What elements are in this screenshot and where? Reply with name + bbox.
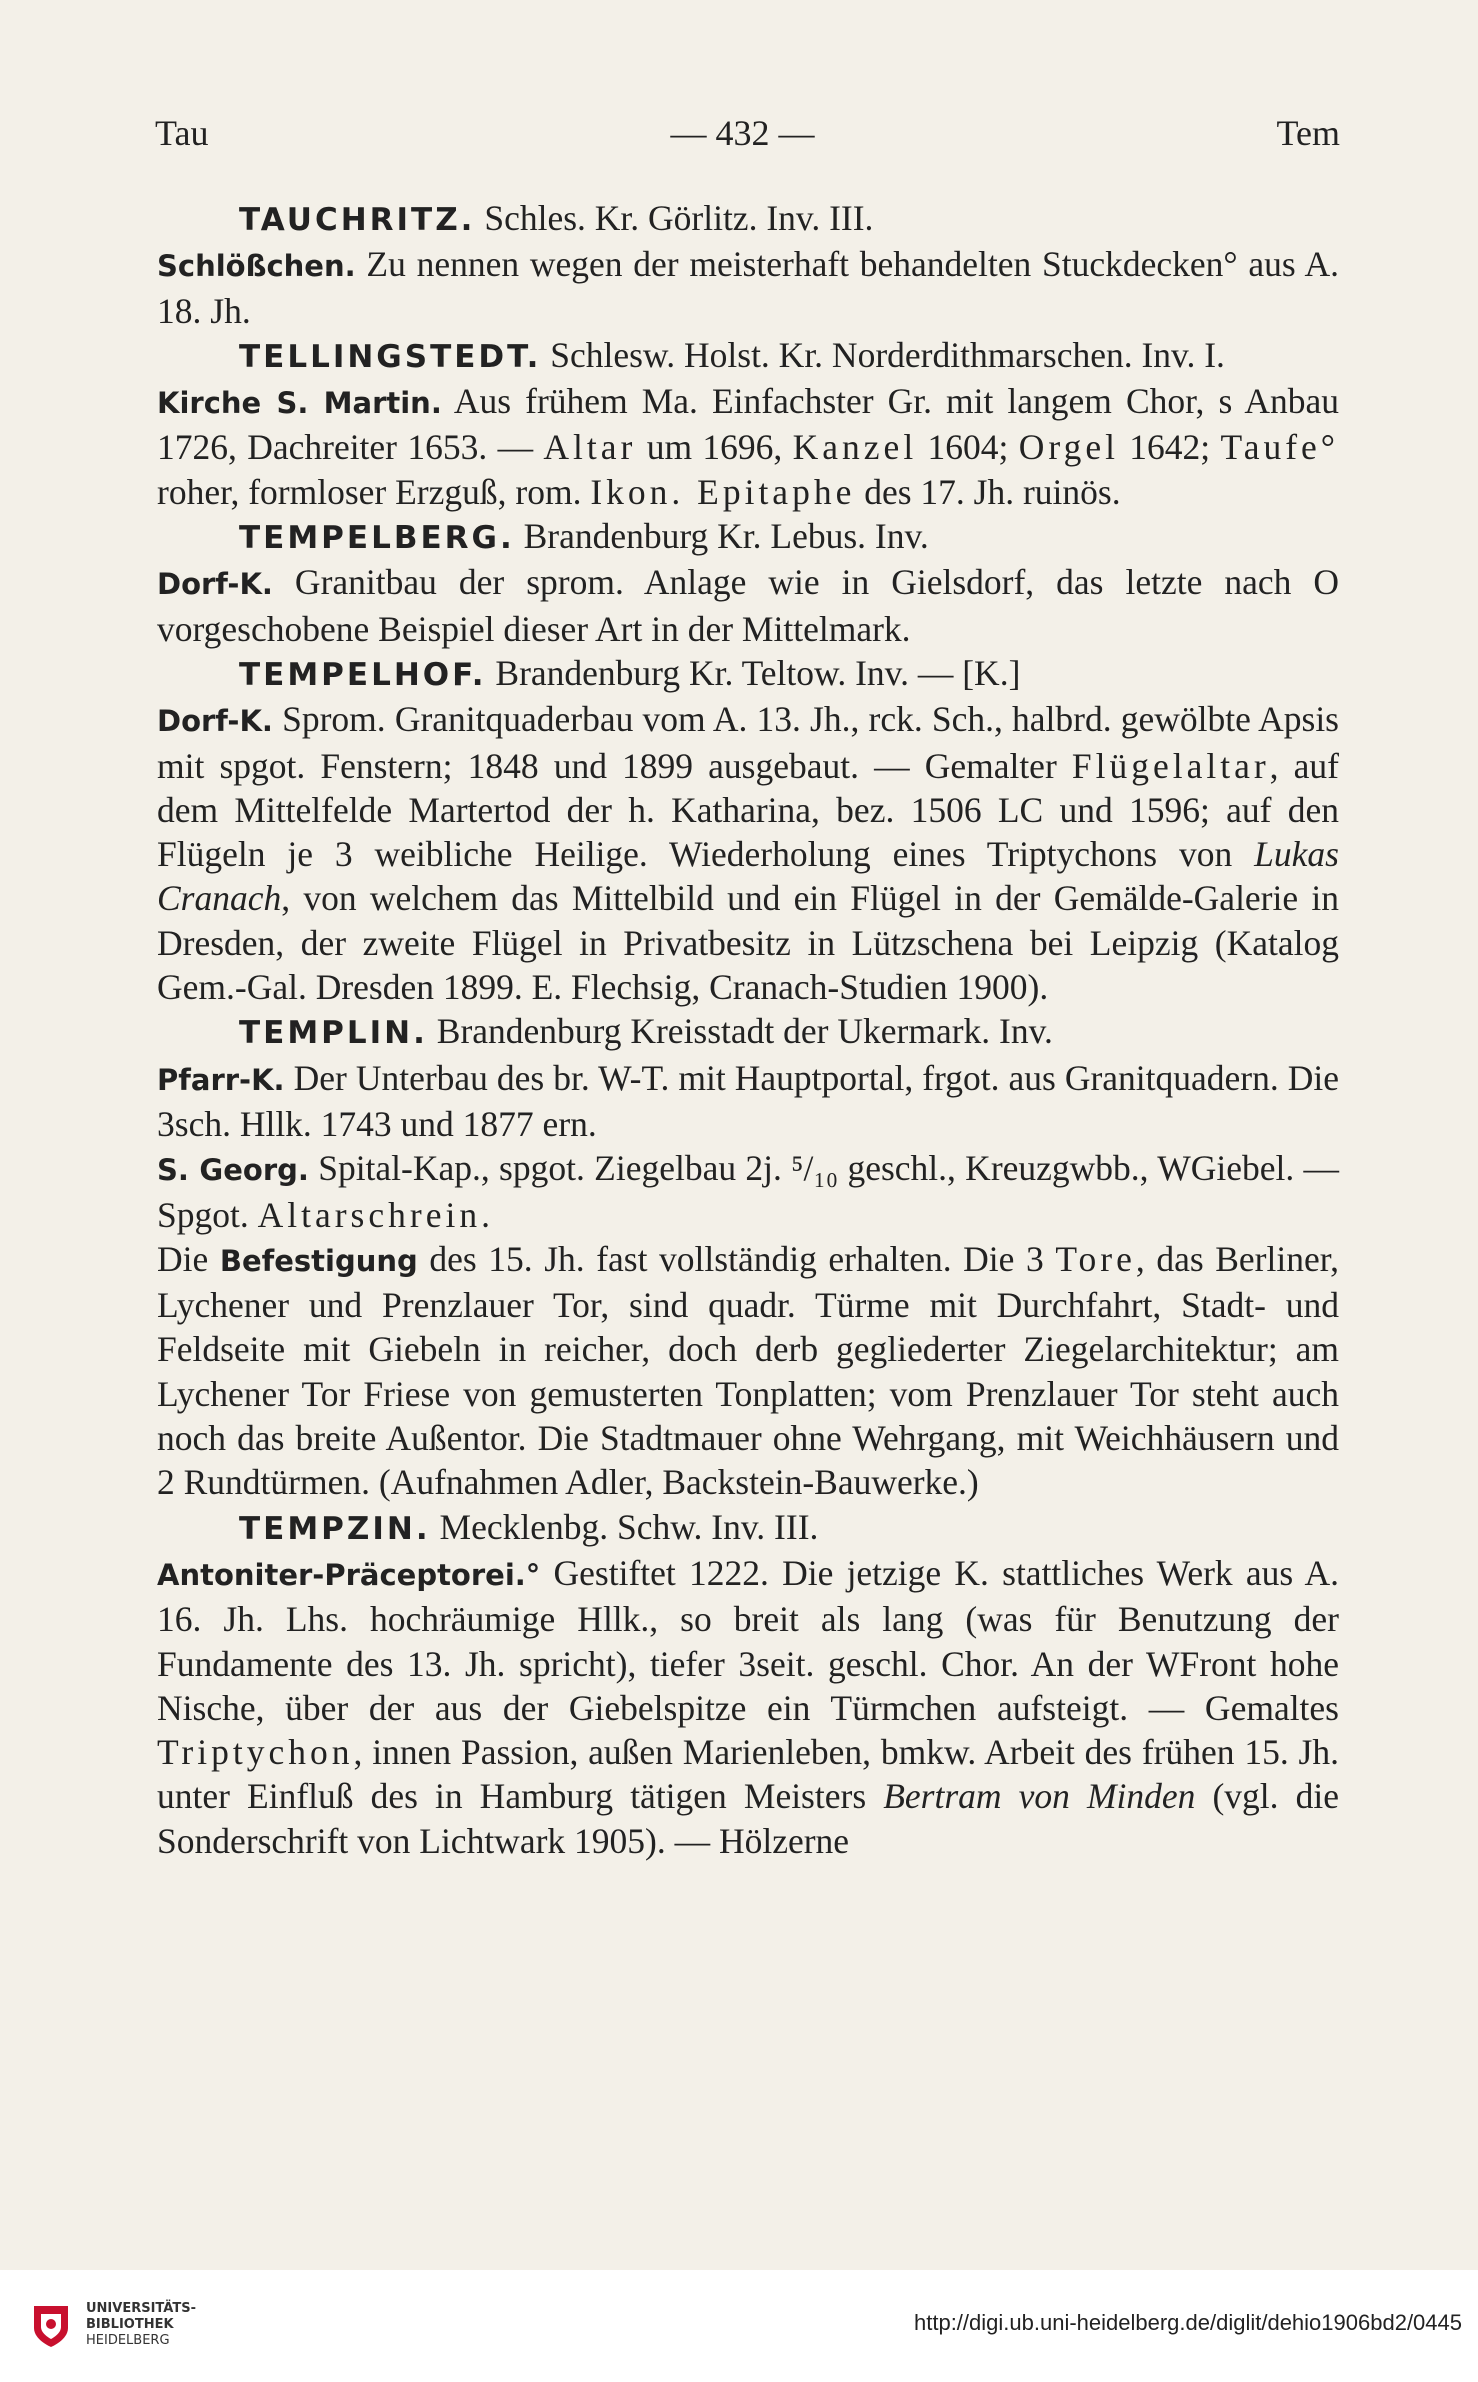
text-run: Sprom. Granitquaderbau vom A. 13. Jh., rck. Sch., halbrd. gewölbte Apsis mit spgot. Fenstern; 1848 und 1899 ausgebaut. — Gemalter [157,699,1339,786]
place-name: TAUCHRITZ. [239,202,476,238]
permalink-url[interactable]: http://digi.ub.uni-heidelberg.de/diglit/dehio1906bd2/0445 [914,2310,1462,2335]
university-seal-icon [26,2300,76,2350]
paragraph [157,242,1339,333]
entry-tempelberg [157,514,1339,560]
text-run: 1642; [1118,427,1221,468]
paragraph [157,1056,1339,1147]
text-run: Gestiftet 1222. Die jetzige K. stattliches Werk aus A. 16. Jh. Lhs. hochräumige Hllk., so breit als lang (was für Benutzung der Fundamente des 13. Jh. spricht), tiefer 3seit. geschl. Chor. An der WFront hohe Nische, über der aus der Giebelspitze ein Türmchen aufsteigt. — Gemaltes [157,1552,1339,1728]
paragraph [157,697,1339,1009]
spaced-term: Taufe° [1220,427,1339,468]
viewer-footer [0,2270,1478,2382]
object-label: Befestigung [219,1243,418,1278]
place-name: TEMPLIN. [239,1015,428,1052]
paragraph [157,1146,1339,1237]
running-head [155,112,1340,154]
place-name: TEMPELBERG. [239,520,515,557]
entry-head: Brandenburg Kr. Teltow. Inv. — [K.] [486,652,1021,693]
text-run: Die [157,1238,220,1279]
library-name [86,2301,196,2349]
object-label: Schlößchen. [157,249,356,284]
library-name-line: BIBLIOTHEK [86,2317,174,2332]
object-label: S. Georg. [157,1153,309,1188]
spaced-term: Ikon. Epitaphe [590,471,856,512]
library-name-line: UNIVERSITÄTS- [86,2301,196,2316]
place-name: TEMPZIN. [239,1510,431,1547]
running-head-left: Tau [155,113,209,153]
entry-head: Brandenburg Kreisstadt der Ukermark. Inv. [427,1011,1053,1052]
object-label: Dorf-K. [157,567,273,602]
place-name: TELLINGSTEDT. [239,338,542,375]
spaced-term: Tore [1055,1238,1136,1279]
text-run: 1604; [917,427,1019,468]
text-run: Aus frühem Ma. Einfachster Gr. mit langem Chor, s Anbau 1726, Dachreiter 1653. — [157,381,1339,468]
text-run: Der Unterbau des br. W-T. mit Hauptportal, frgot. aus Granitquadern. Die 3sch. Hllk. 1743 und 1877 ern. [157,1057,1339,1144]
text-run: , innen Passion, außen Marienleben, bmkw. Arbeit des frühen 15. Jh. unter Einfluß des in Hamburg tätigen Meisters [157,1732,1339,1817]
text-run: , das Berliner, Lychener und Prenzlauer Tor, sind quadr. Türme mit Durchfahrt, Stadt- und Feldseite mit Giebeln in reicher, doch derb gegliederter Ziegelarchitektur; am Lychener Tor Friese von gemusterten Tonplatten; vom Prenzlauer Tor steht auch noch das breite Außentor. Die Stadtmauer ohne Wehrgang, mit Weichhäusern und 2 Rundtürmen. (Aufnahmen Adler, Backstein-Bauwerke.) [157,1238,1339,1503]
text-run: Spital-Kap., spgot. Ziegelbau 2j. ⁵/₁₀ geschl., Kreuzgwbb., WGiebel. — Spgot. [157,1148,1339,1235]
paragraph [157,560,1339,651]
text-run: (vgl. die Sonderschrift von Lichtwark 1905). — Hölzerne [157,1776,1339,1861]
place-name: TEMPELHOF. [239,656,487,693]
text-run: roher, formloser Erzguß, rom. [157,471,591,512]
entry-head: Mecklenbg. Schw. Inv. III. [430,1506,819,1547]
entry-tempelhof [157,651,1339,697]
artist-name: Bertram von Minden [883,1776,1196,1817]
object-label: Kirche S. Martin. [157,386,442,421]
spaced-term: Altar [543,427,637,468]
page-number: — 432 — [670,113,815,153]
spaced-term: Orgel [1018,427,1119,468]
entry-head: Brandenburg Kr. Lebus. Inv. [514,516,929,557]
spaced-term: Altarschrein [257,1194,482,1235]
body-text [157,196,1339,1863]
text-run: , auf dem Mittelfelde Martertod der h. Katharina, bez. 1506 LC und 1596; auf den Flügeln je 3 weibliche Heilige. Wiederholung eines Triptychons von [157,745,1339,875]
spaced-term: Triptychon [157,1732,354,1773]
object-label: Pfarr-K. [157,1062,285,1097]
spaced-term: Kanzel [792,427,918,468]
text-run: des 15. Jh. fast vollständig erhalten. Die 3 [417,1238,1056,1279]
artist-name: Lukas Cranach [157,834,1339,919]
object-label: Dorf-K. [157,704,273,739]
text-run: . [481,1194,490,1235]
running-head-right: Tem [1276,113,1340,153]
library-name-line: HEIDELBERG [86,2333,170,2348]
paragraph [157,379,1339,514]
entry-tellingstedt [157,333,1339,379]
entry-head: Schlesw. Holst. Kr. Norderdithmarschen. Inv. I. [541,334,1225,375]
text-run: um 1696, [636,427,793,468]
entry-tauchritz [157,196,1339,242]
text-run: Granitbau der sprom. Anlage wie in Gielsdorf, das letzte nach O vorgeschobene Beispiel dieser Art in der Mittelmark. [157,562,1339,649]
entry-templin [157,1009,1339,1055]
paragraph [157,1551,1339,1863]
entry-head: Schles. Kr. Görlitz. Inv. III. [475,198,874,238]
text-run: Zu nennen wegen der meisterhaft behandelten Stuckdecken° aus A. 18. Jh. [157,244,1339,331]
spaced-term: Flügelaltar [1071,745,1270,786]
text-run: , von welchem das Mittelbild und ein Flügel in der Gemälde-Galerie in Dresden, der zweite Flügel in Privatbesitz in Lützschena bei Leipzig (Katalog Gem.-Gal. Dresden 1899. E. Flechsig, Cranach-Studien 1900). [157,878,1339,1008]
entry-tempzin [157,1505,1339,1551]
object-label: Antoniter-Präceptorei.° [157,1557,541,1592]
text-run: des 17. Jh. ruinös. [855,471,1121,512]
paragraph [157,1237,1339,1505]
